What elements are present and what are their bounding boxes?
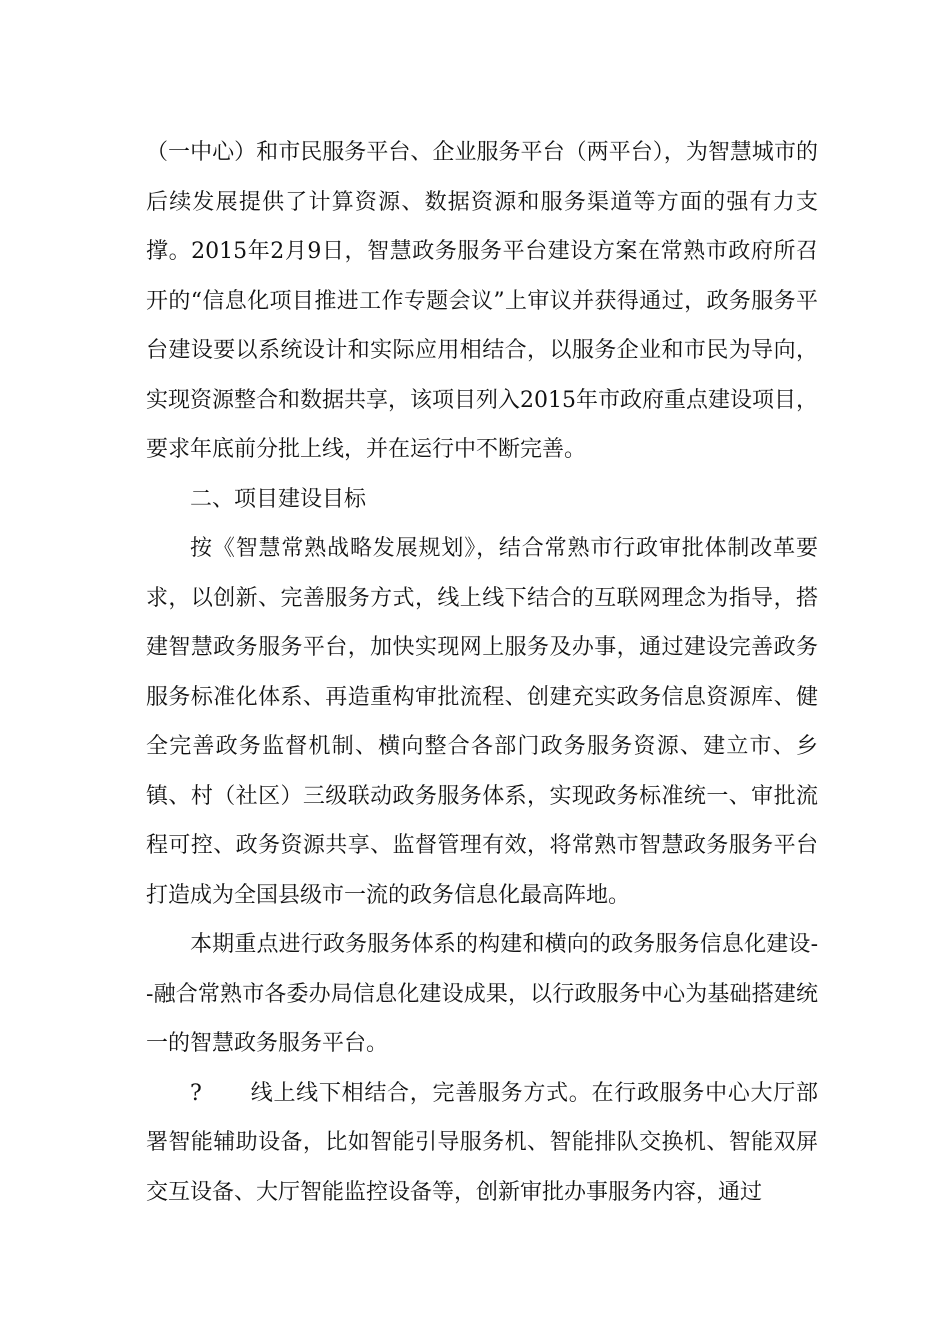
paragraph-background: （一中心）和市民服务平台、企业服务平台（两平台），为智慧城市的后续发展提供了计算资源、数据资源和服务渠道等方面的强有力支撑。2015年2月9日，智慧政务服务平台建设方案在常熟市政府所召开的“信息化项目推进工作专题会议”上审议并获得通过，政务服务平台建设要以系统设计和实际应用相结合，以服务企业和市民为导向，实现资源整合和数据共享，该项目列入2015年市政府重点建设项目，要求年底前分批上线，并在运行中不断完善。 (146, 140, 818, 462)
bullet-text: 线上线下相结合，完善服务方式。在行政服务中心大厅部署智能辅助设备，比如智能引导服务机、智能排队交换机、智能双屏交互设备、大厅智能监控设备等，创新审批办事服务内容，通过 (146, 1080, 818, 1205)
bullet-marker: ? (190, 1080, 202, 1106)
paragraph-phase-focus: 本期重点进行政务服务体系的构建和横向的政务服务信息化建设--融合常熟市各委办局信息化建设成果，以行政服务中心为基础搭建统一的智慧政务服务平台。 (146, 932, 818, 1056)
paragraph-bullet-online-offline (146, 1069, 818, 1218)
section-heading-project-goals: 二、项目建设目标 (190, 486, 367, 512)
paragraph-goals: 按《智慧常熟战略发展规划》，结合常熟市行政审批体制改革要求，以创新、完善服务方式，线上线下结合的互联网理念为指导，搭建智慧政务服务平台，加快实现网上服务及办事，通过建设完善政务服务标准化体系、再造重构审批流程、创建充实政务信息资源库、健全完善政务监督机制、横向整合各部门政务服务资源、建立市、乡镇、村（社区）三级联动政务服务体系，实现政务标准统一、审批流程可控、政务资源共享、监督管理有效，将常熟市智慧政务服务平台打造成为全国县级市一流的政务信息化最高阵地。 (146, 536, 818, 908)
document-body (146, 128, 818, 1217)
